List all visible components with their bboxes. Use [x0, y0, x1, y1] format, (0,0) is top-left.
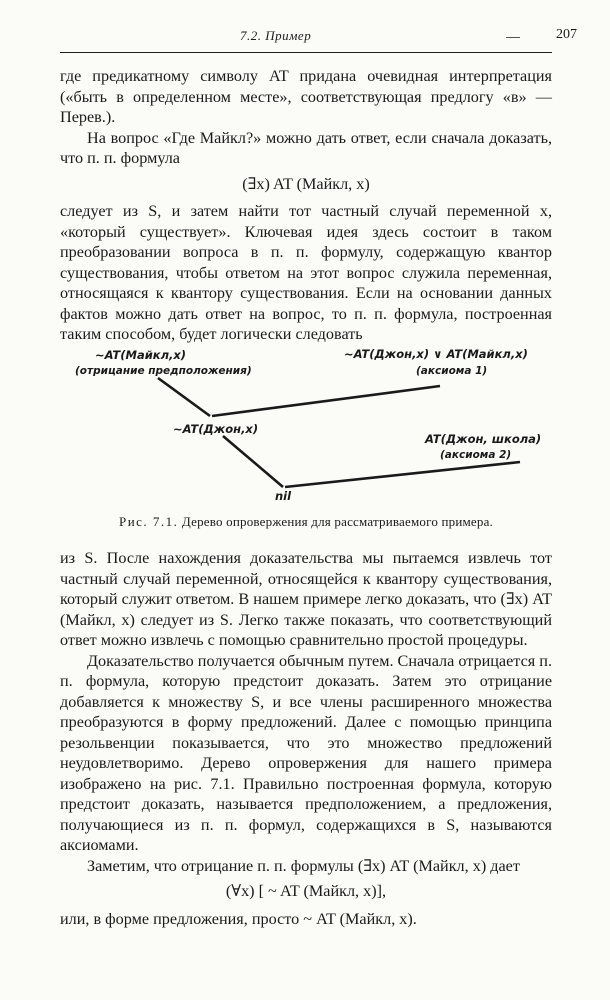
edge-mid-leaf: [223, 436, 283, 487]
node-mid: ~AT(Джон,x): [173, 422, 259, 436]
text-block-top: [60, 66, 552, 345]
node-axiom1: ~AT(Джон,x) ∨ AT(Майкл,x): [344, 347, 528, 361]
edge-axiom2-leaf: [285, 462, 520, 487]
paragraph-5: Доказательство получается обычным путем. Сначала отрицается п. п. формула, которую предстоит доказать. Затем это отрицание добавляется к множеству S, и все члены расширенного множества преобразуются в форму предложений. Далее с помощью принципа резольвенции показывается, что это множество предложений неудовлетворимо. Дерево опровержения для нашего примера изображено на рис. 7.1. Правильно построенная формула, которую предстоит доказать, называется предположением, а предложения, получающиеся из п. п. формул, содержащихся в S, называются аксиомами.: [60, 651, 552, 854]
paragraph-3: следует из S, и затем найти тот частный случай переменной x, «который существует». Ключевая идея здесь состоит в таком преобразовании вопроса в п. п. формулу, содержащую квантор существования, чтобы ответом на этот вопрос служила переменная, относящаяся к квантору существования. Если на основании данных фактов можно дать ответ на вопрос, то п. п. формула, построенная таким способом, будет логически следовать: [60, 202, 552, 343]
formula-forall: (∀x) [ ~ AT (Майкл, x)],: [225, 882, 387, 900]
node-axiom2: AT(Джон, школа): [425, 432, 542, 446]
header-dash: [506, 37, 520, 38]
node-leaf-nil: nil: [275, 489, 292, 500]
node-axiom2-note: (аксиома 2): [440, 449, 512, 461]
refutation-tree-figure: [0, 340, 610, 500]
formula-exists: (∃x) AT (Майкл, x): [242, 174, 370, 193]
node-root: ~AT(Майкл,x): [95, 348, 187, 362]
caption-text: Дерево опровержения для рассматриваемого примера.: [181, 514, 494, 529]
paragraph-1: где предикатному символу AT придана очевидная интерпретация («быть в определенном месте», соответствующая предлогу «в» — Перев.).: [60, 67, 552, 126]
paragraph-7: или, в форме предложения, просто ~ AT (Майкл, x).: [60, 909, 417, 928]
paragraph-2: На вопрос «Где Майкл?» можно дать ответ, если сначала доказать, что п. п. формула: [60, 128, 552, 167]
page-number: 207: [556, 27, 577, 42]
text-block-bottom: [60, 548, 552, 929]
figure-caption: [60, 514, 552, 530]
paragraph-4: из S. После нахождения доказательства мы пытаемся извлечь тот частный случай переменной, относящейся к квантору существования, который служит ответом. В нашем примере легко доказать, что (∃x) AT (Майкл, x) следует из S. Легко также показать, что соответствующий ответ можно извлечь с помощью сравнительно простой процедуры.: [60, 549, 552, 649]
running-head: 7.2. Пример: [240, 28, 312, 43]
header-rule: [60, 52, 552, 53]
edge-axiom1-mid: [212, 386, 440, 416]
node-root-note: (отрицание предположения): [75, 365, 252, 377]
paragraph-6: Заметим, что отрицание п. п. формулы (∃x) AT (Майкл, x) дает: [87, 856, 520, 875]
caption-label: Рис. 7.1.: [118, 514, 179, 529]
node-axiom1-note: (аксиома 1): [416, 365, 488, 377]
edge-root-mid: [158, 378, 210, 416]
